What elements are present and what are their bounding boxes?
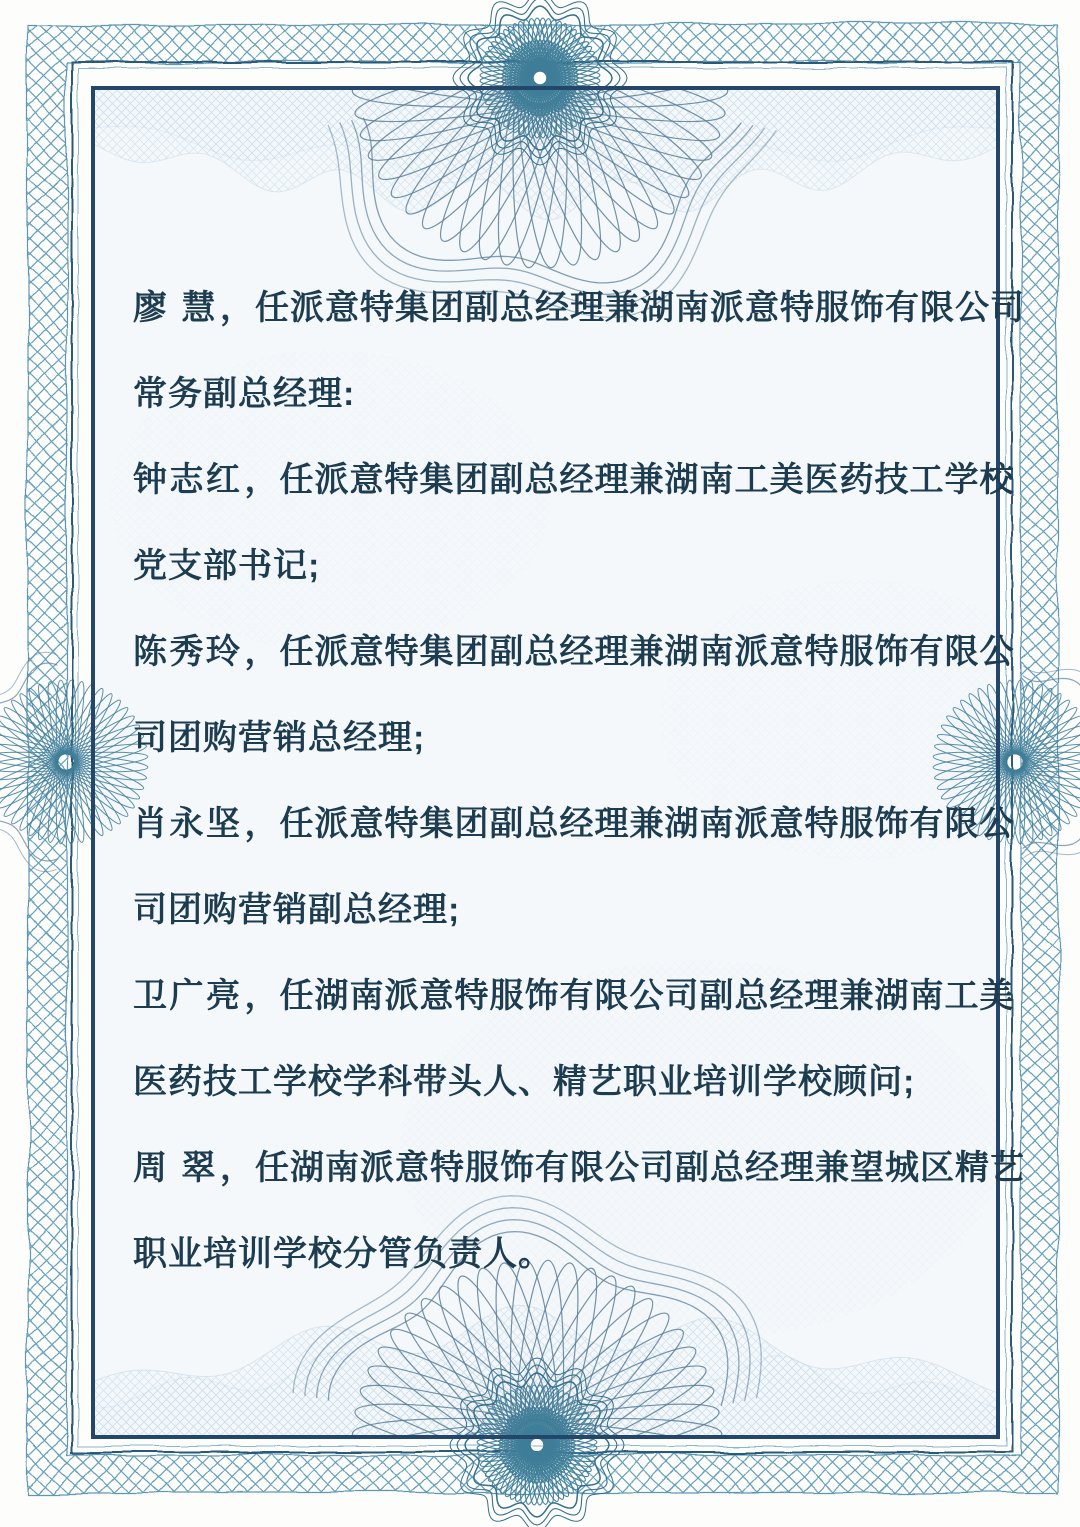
appointment-paragraph (133, 609, 1015, 781)
appointment-line: 司团购营销副总经理; (133, 891, 461, 929)
appointment-paragraph (133, 953, 1015, 1125)
person-name: 廖 慧 (133, 289, 218, 327)
appointment-line: ，任派意特集团副总经理兼湖南派意特服饰有限公 (244, 633, 1015, 671)
appointment-line: ，任派意特集团副总经理兼湖南派意特服饰有限公 (244, 805, 1015, 843)
person-name: 周 翠 (133, 1149, 218, 1187)
appointment-paragraph (133, 437, 1015, 609)
person-name: 卫广亮 (133, 977, 243, 1015)
appointment-paragraph (133, 1125, 1025, 1297)
appointment-line: ，任派意特集团副总经理兼湖南派意特服饰有限公司 (219, 289, 1025, 327)
appointment-paragraph (133, 265, 1025, 437)
appointment-line: 常务副总经理: (133, 375, 356, 413)
person-name: 钟志红 (133, 461, 243, 499)
appointment-line: ，任湖南派意特服饰有限公司副总经理兼湖南工美 (244, 977, 1015, 1015)
person-name: 肖永坚 (133, 805, 243, 843)
appointment-paragraph (133, 781, 1015, 953)
appointment-line: 医药技工学校学科带头人、精艺职业培训学校顾问; (133, 1063, 916, 1101)
appointment-line: 司团购营销总经理; (133, 719, 426, 757)
appointments-text (133, 265, 1025, 1297)
appointment-line: ，任派意特集团副总经理兼湖南工美医药技工学校 (244, 461, 1015, 499)
person-name: 陈秀玲 (133, 633, 243, 671)
appointment-line: ，任湖南派意特服饰有限公司副总经理兼望城区精艺 (219, 1149, 1025, 1187)
appointment-line: 党支部书记; (133, 547, 321, 585)
appointment-line: 职业培训学校分管负责人。 (133, 1235, 553, 1273)
